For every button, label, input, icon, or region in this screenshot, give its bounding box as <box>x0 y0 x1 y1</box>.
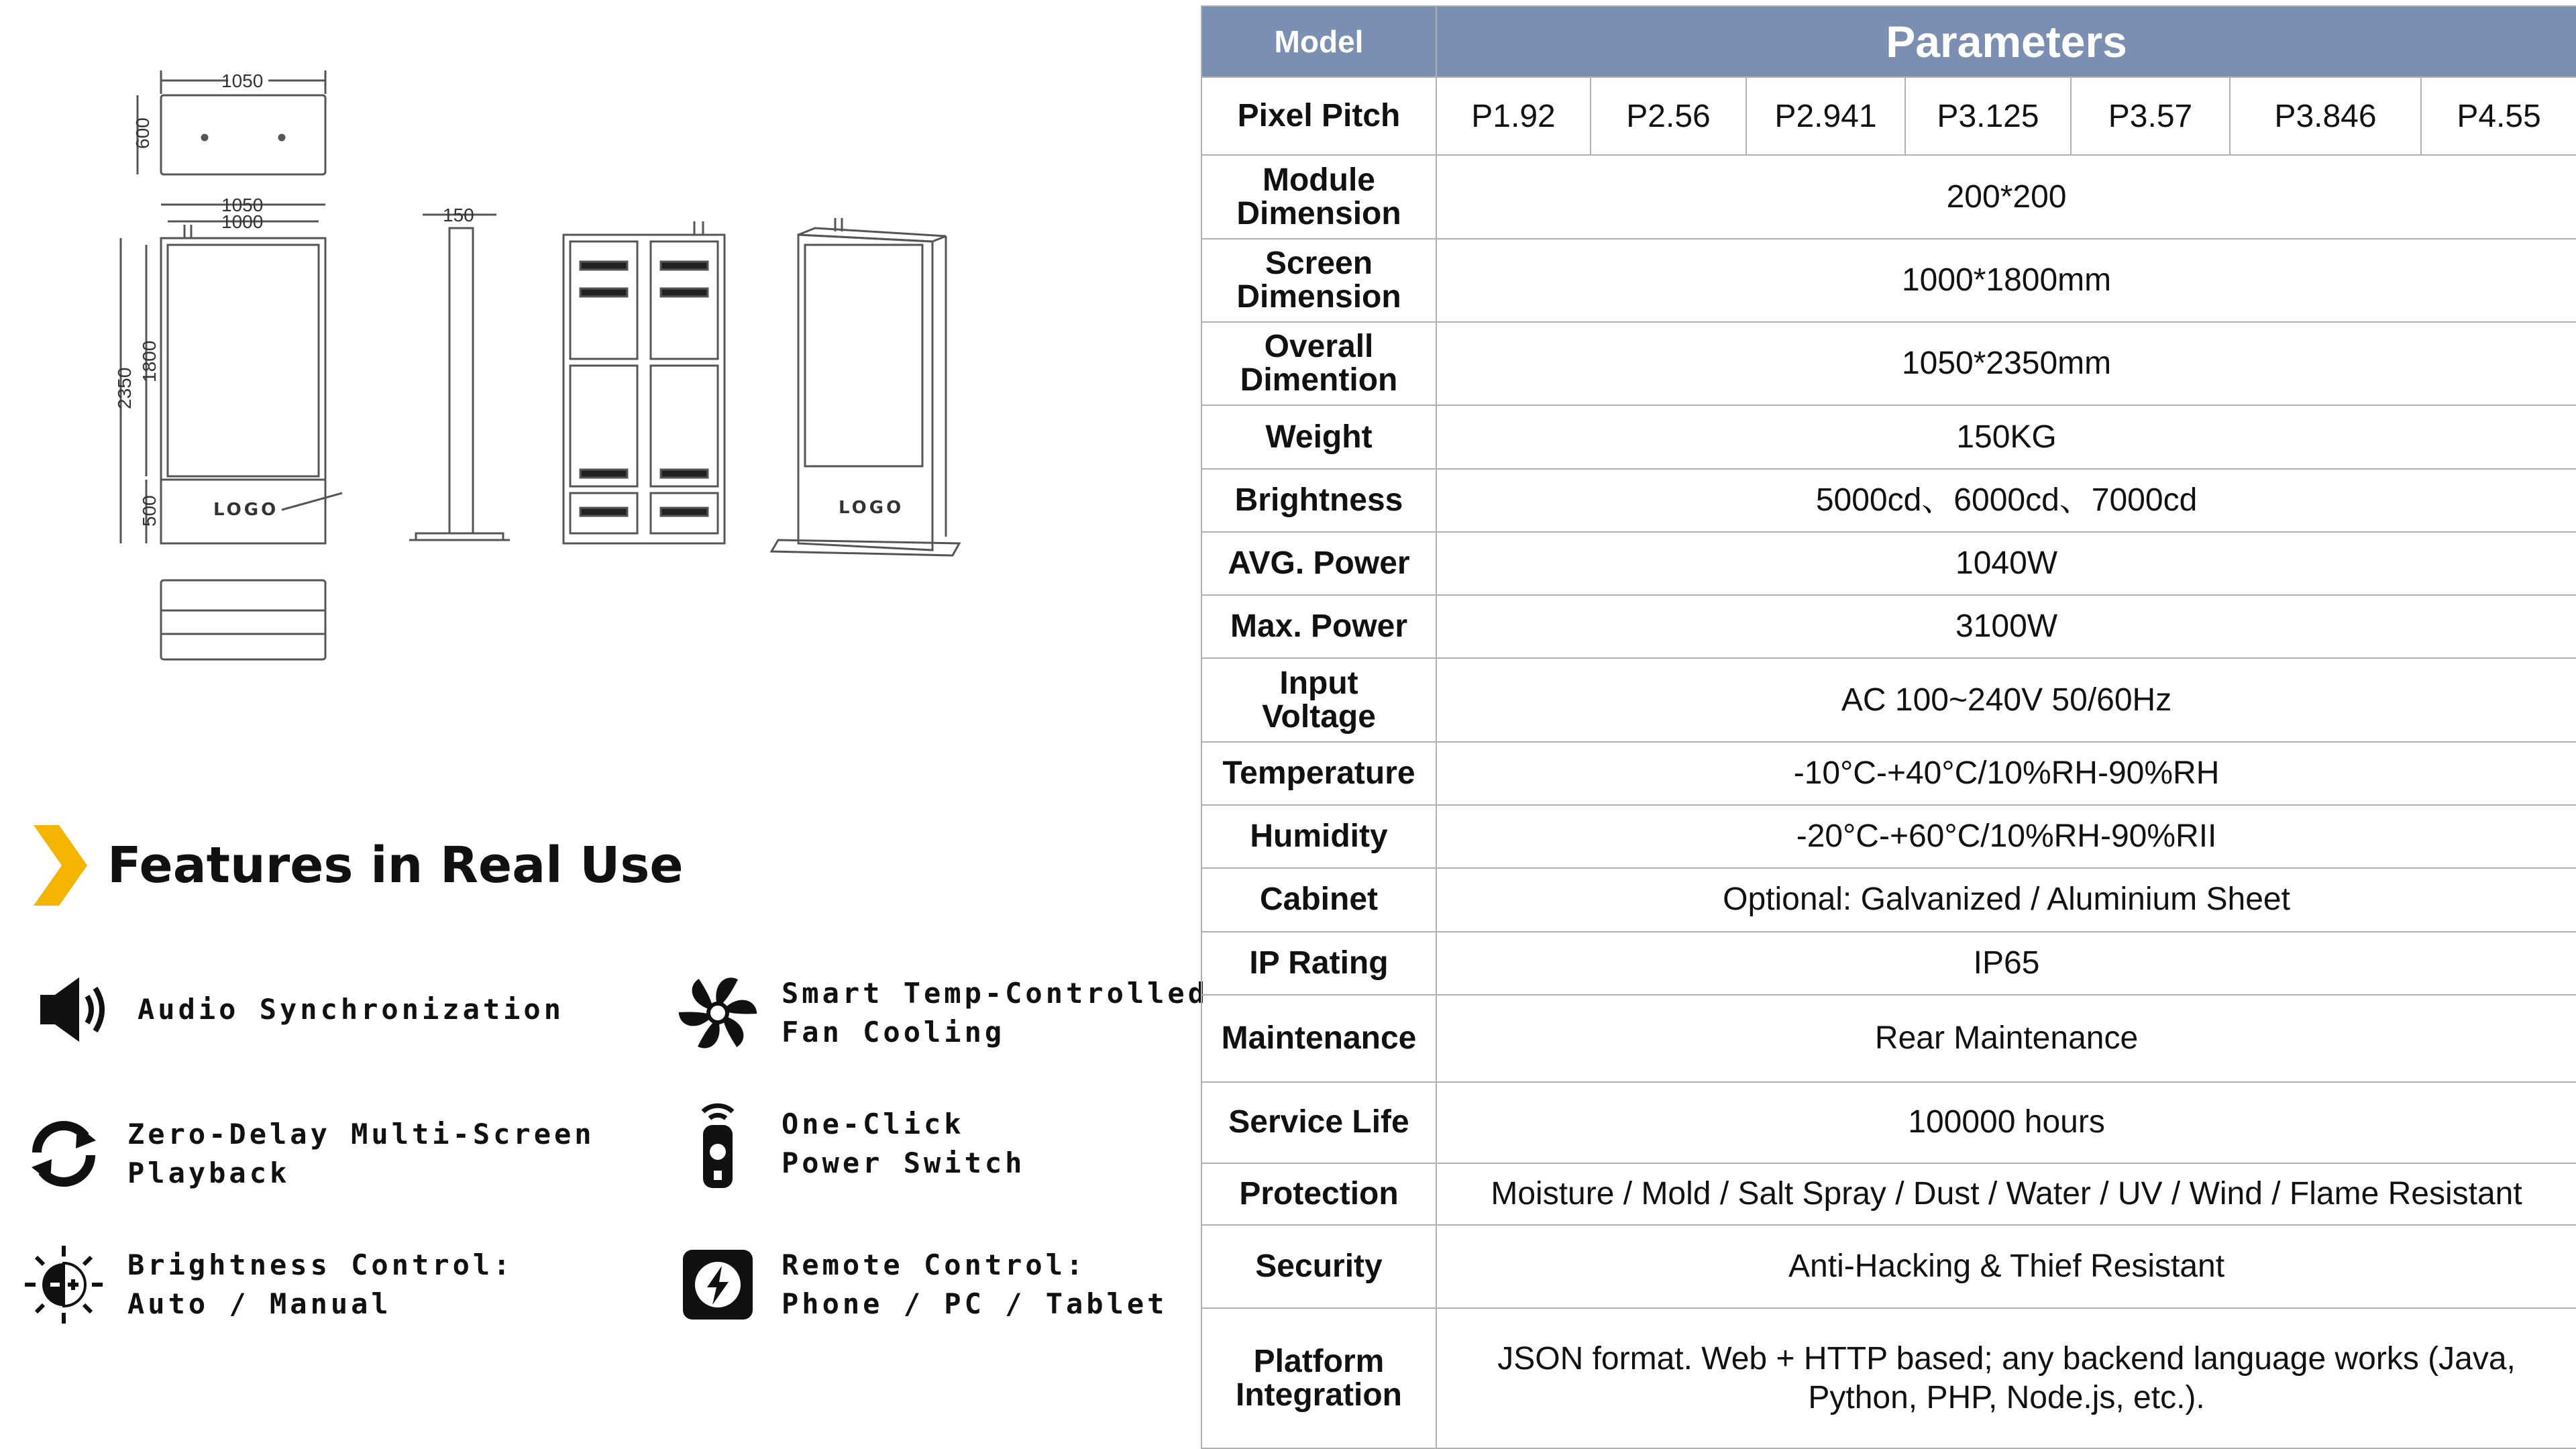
row-value: 100000 hours <box>1436 1082 2576 1163</box>
row-value: 1000*1800mm <box>1436 239 2576 322</box>
features-heading <box>34 825 684 906</box>
dim-front-outer-width: 1050 <box>221 195 264 215</box>
feature-brightness-text: Brightness Control: Auto / Manual <box>127 1248 514 1320</box>
dim-front-inner-width: 1000 <box>221 211 264 232</box>
row-label: Brightness <box>1201 469 1436 532</box>
dim-top-depth: 600 <box>132 117 153 149</box>
row-label: Temperature <box>1201 742 1436 805</box>
feature-multi-screen <box>20 1110 595 1197</box>
row-value: 5000cd、6000cd、7000cd <box>1436 469 2576 532</box>
row-overall-dimension <box>1201 322 2576 405</box>
technical-drawings <box>0 0 1181 738</box>
row-avg-power <box>1201 532 2576 595</box>
row-value: 3100W <box>1436 595 2576 658</box>
row-label: Screen Dimension <box>1201 239 1436 322</box>
pitch-cell: P1.92 <box>1436 77 1591 155</box>
top-view-drawing <box>132 70 325 174</box>
row-label: Cabinet <box>1201 868 1436 931</box>
iso-logo-text: LOGO <box>839 498 904 518</box>
row-value: AC 100~240V 50/60Hz <box>1436 658 2576 741</box>
feature-fan-cooling-text: Smart Temp-Controlled Fan Cooling <box>782 977 1209 1049</box>
row-label: Weight <box>1201 405 1436 468</box>
row-ip-rating <box>1201 932 2576 995</box>
row-label: Security <box>1201 1225 1436 1308</box>
iso-view-drawing <box>771 218 959 555</box>
row-label: Module Dimension <box>1201 155 1436 238</box>
row-value: Anti-Hacking & Thief Resistant <box>1436 1225 2576 1308</box>
row-max-power <box>1201 595 2576 658</box>
feature-power-switch <box>674 1100 1025 1187</box>
feature-remote-control-text: Remote Control: Phone / PC / Tablet <box>782 1248 1168 1320</box>
pitch-cell: P4.55 <box>2421 77 2576 155</box>
pitch-cell: P3.57 <box>2071 77 2230 155</box>
row-weight <box>1201 405 2576 468</box>
dim-front-base-height: 500 <box>139 495 160 527</box>
features-title: Features in Real Use <box>107 837 684 894</box>
row-brightness <box>1201 469 2576 532</box>
row-maintenance <box>1201 995 2576 1082</box>
feature-remote-control <box>674 1241 1167 1328</box>
back-view-drawing <box>564 221 724 543</box>
feature-brightness <box>20 1241 513 1328</box>
header-model: Model <box>1201 6 1436 77</box>
header-parameters: Parameters <box>1436 6 2576 77</box>
row-cabinet <box>1201 868 2576 931</box>
row-value: Moisture / Mold / Salt Spray / Dust / Water / UV / Wind / Flame Resistant <box>1436 1163 2576 1225</box>
speaker-icon <box>30 966 117 1053</box>
pitch-cell: P2.56 <box>1591 77 1746 155</box>
row-value: Rear Maintenance <box>1436 995 2576 1082</box>
row-protection <box>1201 1163 2576 1225</box>
brightness-icon <box>20 1241 107 1328</box>
row-security <box>1201 1225 2576 1308</box>
row-input-voltage <box>1201 658 2576 741</box>
row-value: JSON format. Web + HTTP based; any backend language works (Java, Python, PHP, Node.js, etc.). <box>1436 1308 2576 1448</box>
row-pixel-pitch <box>1201 77 2576 155</box>
row-label: Humidity <box>1201 805 1436 868</box>
fan-icon <box>674 969 761 1057</box>
row-label: Protection <box>1201 1163 1436 1225</box>
row-label: Max. Power <box>1201 595 1436 658</box>
feature-power-switch-text: One-Click Power Switch <box>782 1108 1026 1179</box>
dim-top-width: 1050 <box>221 70 264 91</box>
row-value: 200*200 <box>1436 155 2576 238</box>
row-label: IP Rating <box>1201 932 1436 995</box>
row-screen-dimension <box>1201 239 2576 322</box>
row-value: 150KG <box>1436 405 2576 468</box>
remote-power-icon <box>674 1100 761 1187</box>
dim-front-total-height: 2350 <box>114 367 135 409</box>
feature-fan-cooling <box>674 969 1208 1057</box>
pitch-cell: P3.125 <box>1905 77 2071 155</box>
row-module-dimension <box>1201 155 2576 238</box>
row-value: 1040W <box>1436 532 2576 595</box>
front-logo-text: LOGO <box>213 500 279 520</box>
row-label: Input Voltage <box>1201 658 1436 741</box>
row-service-life <box>1201 1082 2576 1163</box>
pitch-cell: P3.846 <box>2230 77 2421 155</box>
row-label: Maintenance <box>1201 995 1436 1082</box>
sync-icon <box>20 1110 107 1197</box>
row-temperature <box>1201 742 2576 805</box>
row-platform-integration <box>1201 1308 2576 1448</box>
chevron-right-icon <box>34 825 87 906</box>
row-label: AVG. Power <box>1201 532 1436 595</box>
spec-table <box>1201 5 2576 1449</box>
row-value: IP65 <box>1436 932 2576 995</box>
dim-side-thickness: 150 <box>443 205 474 225</box>
feature-audio-sync-text: Audio Synchronization <box>138 993 565 1026</box>
side-view-drawing <box>409 205 510 540</box>
row-value: Optional: Galvanized / Aluminium Sheet <box>1436 868 2576 931</box>
row-value: -10°C-+40°C/10%RH-90%RH <box>1436 742 2576 805</box>
pitch-cell: P2.941 <box>1746 77 1905 155</box>
feature-multi-screen-text: Zero-Delay Multi-Screen Playback <box>127 1118 595 1189</box>
label-pixel-pitch: Pixel Pitch <box>1201 77 1436 155</box>
row-label: Platform Integration <box>1201 1308 1436 1448</box>
row-humidity <box>1201 805 2576 868</box>
row-label: Service Life <box>1201 1082 1436 1163</box>
feature-audio-sync <box>30 966 564 1053</box>
row-value: -20°C-+60°C/10%RH-90%RII <box>1436 805 2576 868</box>
front-view-drawing <box>114 195 342 659</box>
dim-front-screen-height: 1800 <box>139 340 160 382</box>
lightning-icon <box>674 1241 761 1328</box>
row-label: Overall Dimention <box>1201 322 1436 405</box>
row-value: 1050*2350mm <box>1436 322 2576 405</box>
